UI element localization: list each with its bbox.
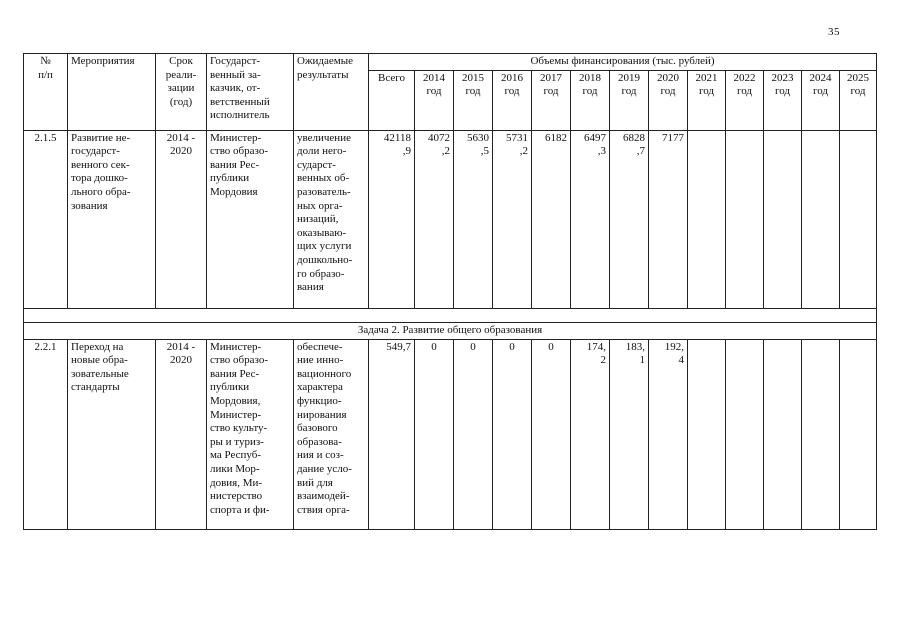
value-cell: 6828 ,7 (610, 130, 649, 308)
table-row-spacer (24, 308, 877, 322)
value-cell (802, 130, 840, 308)
value-cell: 192, 4 (649, 339, 688, 529)
term-cell: 2014 - 2020 (156, 339, 207, 529)
value-cell: 0 (454, 339, 493, 529)
header-num: № п/п (24, 54, 68, 131)
value-cell (726, 130, 764, 308)
value-cell (688, 130, 726, 308)
header-year: 2024 год (802, 70, 840, 130)
total-cell: 42118 ,9 (369, 130, 415, 308)
value-cell (802, 339, 840, 529)
header-year: 2023 год (764, 70, 802, 130)
value-cell: 6497 ,3 (571, 130, 610, 308)
value-cell (688, 339, 726, 529)
value-cell: 183, 1 (610, 339, 649, 529)
value-cell: 0 (415, 339, 454, 529)
funding-table (23, 53, 877, 530)
value-cell (840, 339, 877, 529)
value-cell (726, 339, 764, 529)
value-cell: 0 (532, 339, 571, 529)
measure-cell: Переход на новые обра- зовательные стандарты (68, 339, 156, 529)
header-year: 2017 год (532, 70, 571, 130)
value-cell: 5731 ,2 (493, 130, 532, 308)
task-2-row (24, 322, 877, 339)
table-row-2-2-1 (24, 339, 877, 529)
customer-cell: Министер- ство образо- вания Рес- публики Мордовия, Министер- ство культу- ры и туриз- ма Респуб- лики Мор- довия, Ми- нистерство спорта и фи- (207, 339, 294, 529)
value-cell (764, 130, 802, 308)
result-cell: увеличение доли него- сударст- венных об- разователь- ных орга- низаций, оказываю- щих услуги дошкольно- го образо- вания (294, 130, 369, 308)
header-funding: Объемы финансирования (тыс. рублей) (369, 54, 877, 71)
header-customer: Государст- венный за- казчик, от- ветственный исполнитель (207, 54, 294, 131)
value-cell: 6182 (532, 130, 571, 308)
total-cell: 549,7 (369, 339, 415, 529)
header-year: 2025 год (840, 70, 877, 130)
value-cell: 174, 2 (571, 339, 610, 529)
header-year: 2016 год (493, 70, 532, 130)
result-cell: обеспече- ние инно- вационного характера функцио- нирования базового образова- ния и соз- дание усло- вий для взаимодей- ствия орга- (294, 339, 369, 529)
value-cell (764, 339, 802, 529)
measure-cell: Развитие не- государст- венного сек- тора дошко- льного обра- зования (68, 130, 156, 308)
customer-cell: Министер- ство образо- вания Рес- публики Мордовия (207, 130, 294, 308)
row-number: 2.1.5 (24, 130, 68, 308)
header-year: 2020 год (649, 70, 688, 130)
header-year: 2022 год (726, 70, 764, 130)
header-measures: Мероприятия (68, 54, 156, 131)
task-2-heading: Задача 2. Развитие общего образования (24, 322, 877, 339)
value-cell: 7177 (649, 130, 688, 308)
row-number: 2.2.1 (24, 339, 68, 529)
header-total: Всего (369, 70, 415, 130)
header-results: Ожидаемые результаты (294, 54, 369, 131)
spacer-cell (24, 308, 877, 322)
header-row-1 (24, 54, 877, 71)
header-year: 2014 год (415, 70, 454, 130)
table-row-2-1-5 (24, 130, 877, 308)
value-cell (840, 130, 877, 308)
value-cell: 4072 ,2 (415, 130, 454, 308)
header-year: 2015 год (454, 70, 493, 130)
header-year: 2018 год (571, 70, 610, 130)
value-cell: 0 (493, 339, 532, 529)
header-year: 2021 год (688, 70, 726, 130)
term-cell: 2014 - 2020 (156, 130, 207, 308)
header-year: 2019 год (610, 70, 649, 130)
value-cell: 5630 ,5 (454, 130, 493, 308)
page-number: 35 (828, 26, 840, 38)
header-term: Срок реали- зации (год) (156, 54, 207, 131)
